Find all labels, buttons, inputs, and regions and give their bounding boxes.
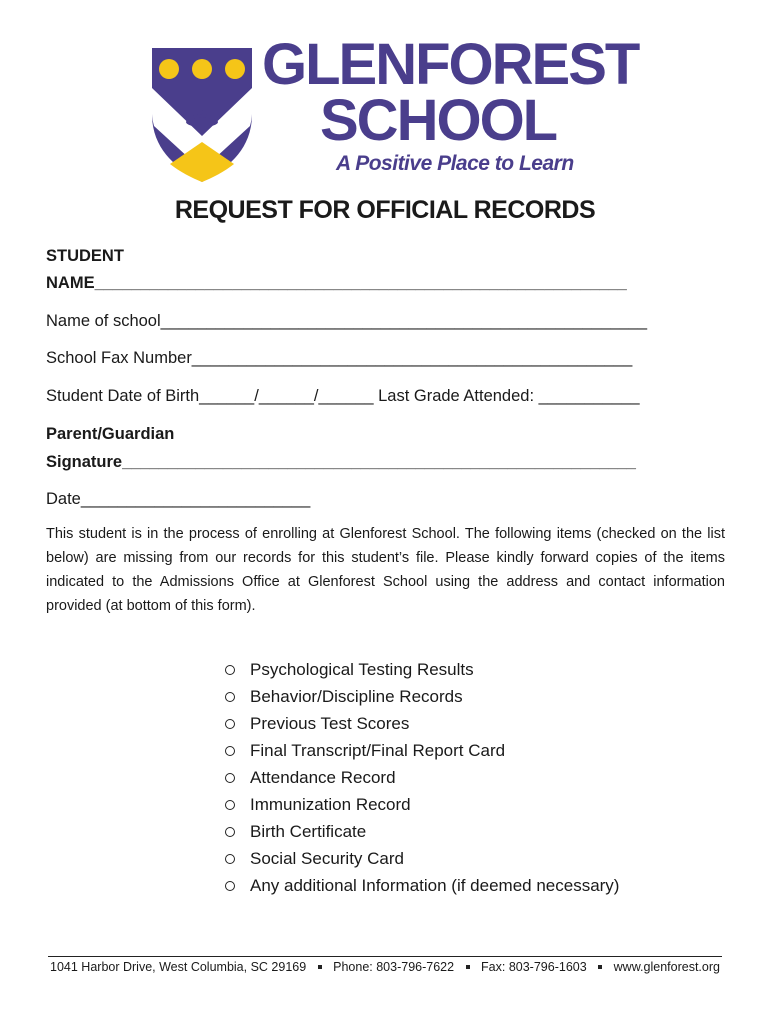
guardian-signature-field[interactable] <box>46 450 636 474</box>
checklist-item[interactable] <box>223 683 619 710</box>
footer-website[interactable]: www.glenforest.org <box>613 960 720 974</box>
checkbox-circle-icon[interactable] <box>225 800 235 810</box>
student-name-field[interactable] <box>46 271 627 295</box>
missing-records-checklist <box>223 656 619 899</box>
checkbox-circle-icon[interactable] <box>225 827 235 837</box>
student-name-label: STUDENT <box>46 247 124 265</box>
checklist-item[interactable] <box>223 737 619 764</box>
bullet-separator-icon <box>318 965 322 969</box>
guardian-signature-label: Signature________________________________________________________ <box>46 453 636 471</box>
footer-divider <box>48 956 722 957</box>
brand-tagline: A Positive Place to Learn <box>336 152 574 175</box>
footer-contact <box>0 960 770 974</box>
checklist-item-label: Behavior/Discipline Records <box>250 687 463 706</box>
checklist-item-label: Psychological Testing Results <box>250 660 474 679</box>
dob-grade-field[interactable]: Student Date of Birth______/______/______ Last Grade Attended: ___________ <box>46 387 640 405</box>
school-logo <box>150 32 639 190</box>
checklist-item[interactable] <box>223 845 619 872</box>
checklist-item-label: Previous Test Scores <box>250 714 410 733</box>
form-title: REQUEST FOR OFFICIAL RECORDS <box>174 196 596 224</box>
checklist-item[interactable] <box>223 818 619 845</box>
checklist-item-label: Attendance Record <box>250 768 396 787</box>
checkbox-circle-icon[interactable] <box>225 719 235 729</box>
school-crest-icon <box>150 44 254 184</box>
checklist-item[interactable] <box>223 656 619 683</box>
footer-phone: Phone: 803-796-7622 <box>333 960 455 974</box>
checklist-item[interactable] <box>223 764 619 791</box>
checklist-item[interactable] <box>223 710 619 737</box>
checklist-item[interactable] <box>223 872 619 899</box>
brand-name-line1: GLENFOREST <box>262 32 639 97</box>
checklist-item-label: Social Security Card <box>250 849 405 868</box>
footer-address: 1041 Harbor Drive, West Columbia, SC 29169 <box>50 960 307 974</box>
checklist-item[interactable] <box>223 791 619 818</box>
guardian-label: Parent/Guardian <box>46 425 175 443</box>
footer-fax: Fax: 803-796-1603 <box>481 960 587 974</box>
date-field[interactable]: Date_________________________ <box>46 490 311 508</box>
student-name-label-2: NAME__________________________________________________________ <box>46 274 627 292</box>
checkbox-circle-icon[interactable] <box>225 773 235 783</box>
bullet-separator-icon <box>466 965 470 969</box>
brand-name-line2: SCHOOL <box>320 88 557 153</box>
intro-paragraph: This student is in the process of enrolling at Glenforest School. The following items (checked on the list below) are missing from our records for this student’s file. Please kindly forward copies of the items indicated to the Admissions Office at Glenforest School using the address and contact information provided (at bottom of this form). <box>46 526 725 614</box>
checkbox-circle-icon[interactable] <box>225 665 235 675</box>
checklist-item-label: Final Transcript/Final Report Card <box>250 741 506 760</box>
checklist-item-label: Any additional Information (if deemed necessary) <box>250 876 620 895</box>
checkbox-circle-icon[interactable] <box>225 692 235 702</box>
checkbox-circle-icon[interactable] <box>225 854 235 864</box>
school-fax-field[interactable]: School Fax Number________________________________________________ <box>46 349 633 367</box>
checklist-item-label: Immunization Record <box>250 795 411 814</box>
checklist-item-label: Birth Certificate <box>250 822 367 841</box>
bullet-separator-icon <box>598 965 602 969</box>
checkbox-circle-icon[interactable] <box>225 746 235 756</box>
school-name-field[interactable]: Name of school_____________________________________________________ <box>46 312 647 330</box>
checkbox-circle-icon[interactable] <box>225 881 235 891</box>
